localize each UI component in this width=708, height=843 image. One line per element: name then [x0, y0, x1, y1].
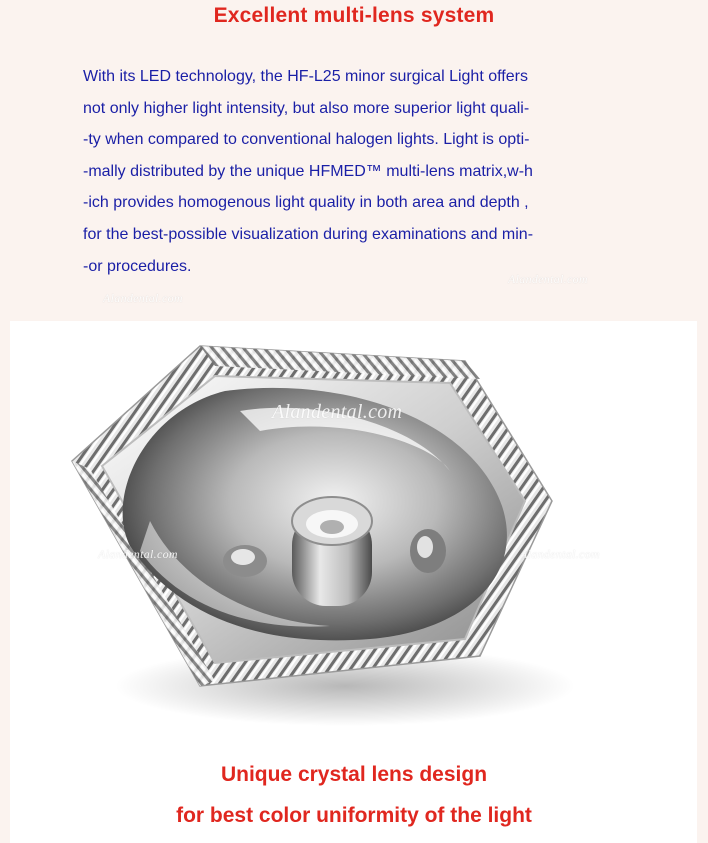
caption-line-1: Unique crystal lens design — [220, 763, 488, 786]
section-title: Excellent multi-lens system — [213, 4, 495, 27]
description-line: -ty when compared to conventional halogen lights. Light is opti- — [83, 131, 530, 149]
watermark-logo: Alandental.com — [508, 272, 588, 286]
caption-line-2: for best color uniformity of the light — [176, 804, 532, 827]
description-line: -ich provides homogenous light quality in both area and depth , — [83, 194, 529, 212]
description-line: With its LED technology, the HF-L25 minor surgical Light offers — [83, 68, 528, 85]
watermark-logo: Alandental.com — [520, 547, 600, 561]
description-paragraph — [83, 61, 643, 282]
description-line: not only higher light intensity, but also more superior light quali- — [83, 99, 530, 117]
description-line: -mally distributed by the unique HFMED™ multi-lens matrix,w-h — [83, 162, 533, 180]
description-line: -or procedures. — [83, 257, 192, 275]
lens-image-panel — [10, 321, 697, 843]
watermark-logo: Alandental.com — [98, 547, 178, 561]
watermark-logo: Alandental.com — [103, 291, 183, 305]
watermark-logo: Alandental.com — [272, 401, 403, 423]
description-line: for the best-possible visualization during examinations and min- — [83, 225, 534, 243]
